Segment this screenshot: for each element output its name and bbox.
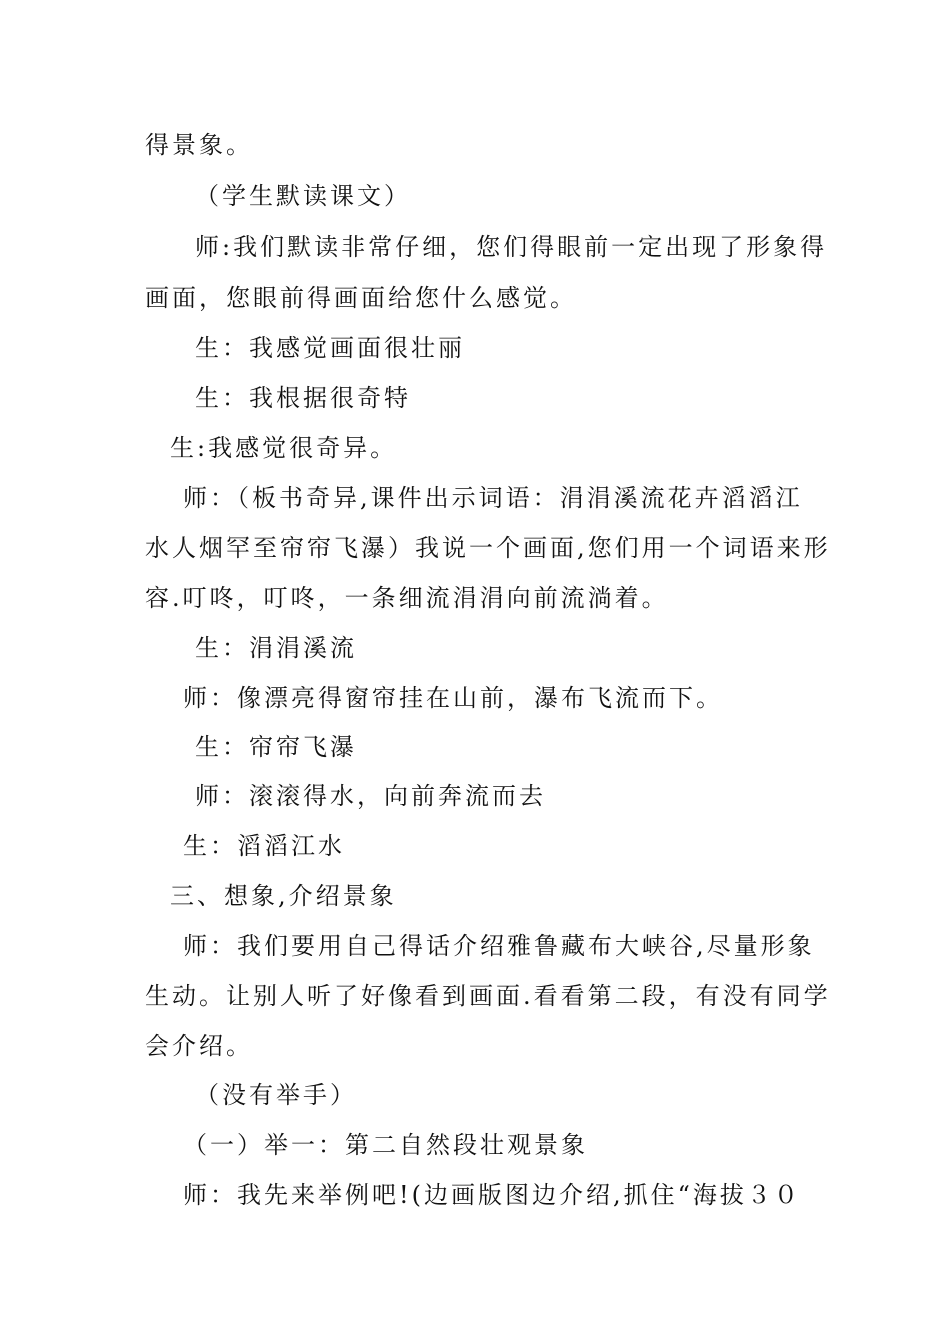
text-line: 师：我先来举例吧!(边画版图边介绍,抓住“海拔３０ [183,1181,801,1209]
text-line: 生：我根据很奇特 [195,384,411,412]
text-line: （没有举手） [195,1081,357,1109]
text-line: 师：像漂亮得窗帘挂在山前，瀑布飞流而下。 [183,684,723,712]
text-line: 会介绍。 [145,1032,253,1060]
text-line: 师：（板书奇异,课件出示词语：涓涓溪流花卉滔滔江 [183,484,803,512]
text-line: （学生默读课文） [195,182,411,210]
text-line: 得景象。 [145,131,253,159]
text-line: 师：我们要用自己得话介绍雅鲁藏布大峡谷,尽量形象 [183,932,815,960]
text-line: 生动。让别人听了好像看到画面.看看第二段，有没有同学 [145,982,831,1010]
text-line: 生：涓涓溪流 [195,634,357,662]
subsection-heading: （一）举一：第二自然段壮观景象 [183,1131,588,1159]
text-line: 师：滚滚得水，向前奔流而去 [195,782,546,810]
text-line: 生：帘帘飞瀑 [195,733,357,761]
text-line: 容.叮咚，叮咚，一条细流涓涓向前流淌着。 [145,584,669,612]
text-line: 画面，您眼前得画面给您什么感觉。 [145,284,577,312]
text-line: 水人烟罕至帘帘飞瀑）我说一个画面,您们用一个词语来形 [145,534,831,562]
section-heading: 三、想象,介绍景象 [170,882,397,910]
text-line: 师:我们默读非常仔细，您们得眼前一定出现了形象得 [195,233,828,261]
text-line: 生:我感觉很奇异。 [170,434,398,462]
text-line: 生：我感觉画面很壮丽 [195,334,465,362]
text-line: 生：滔滔江水 [183,832,345,860]
